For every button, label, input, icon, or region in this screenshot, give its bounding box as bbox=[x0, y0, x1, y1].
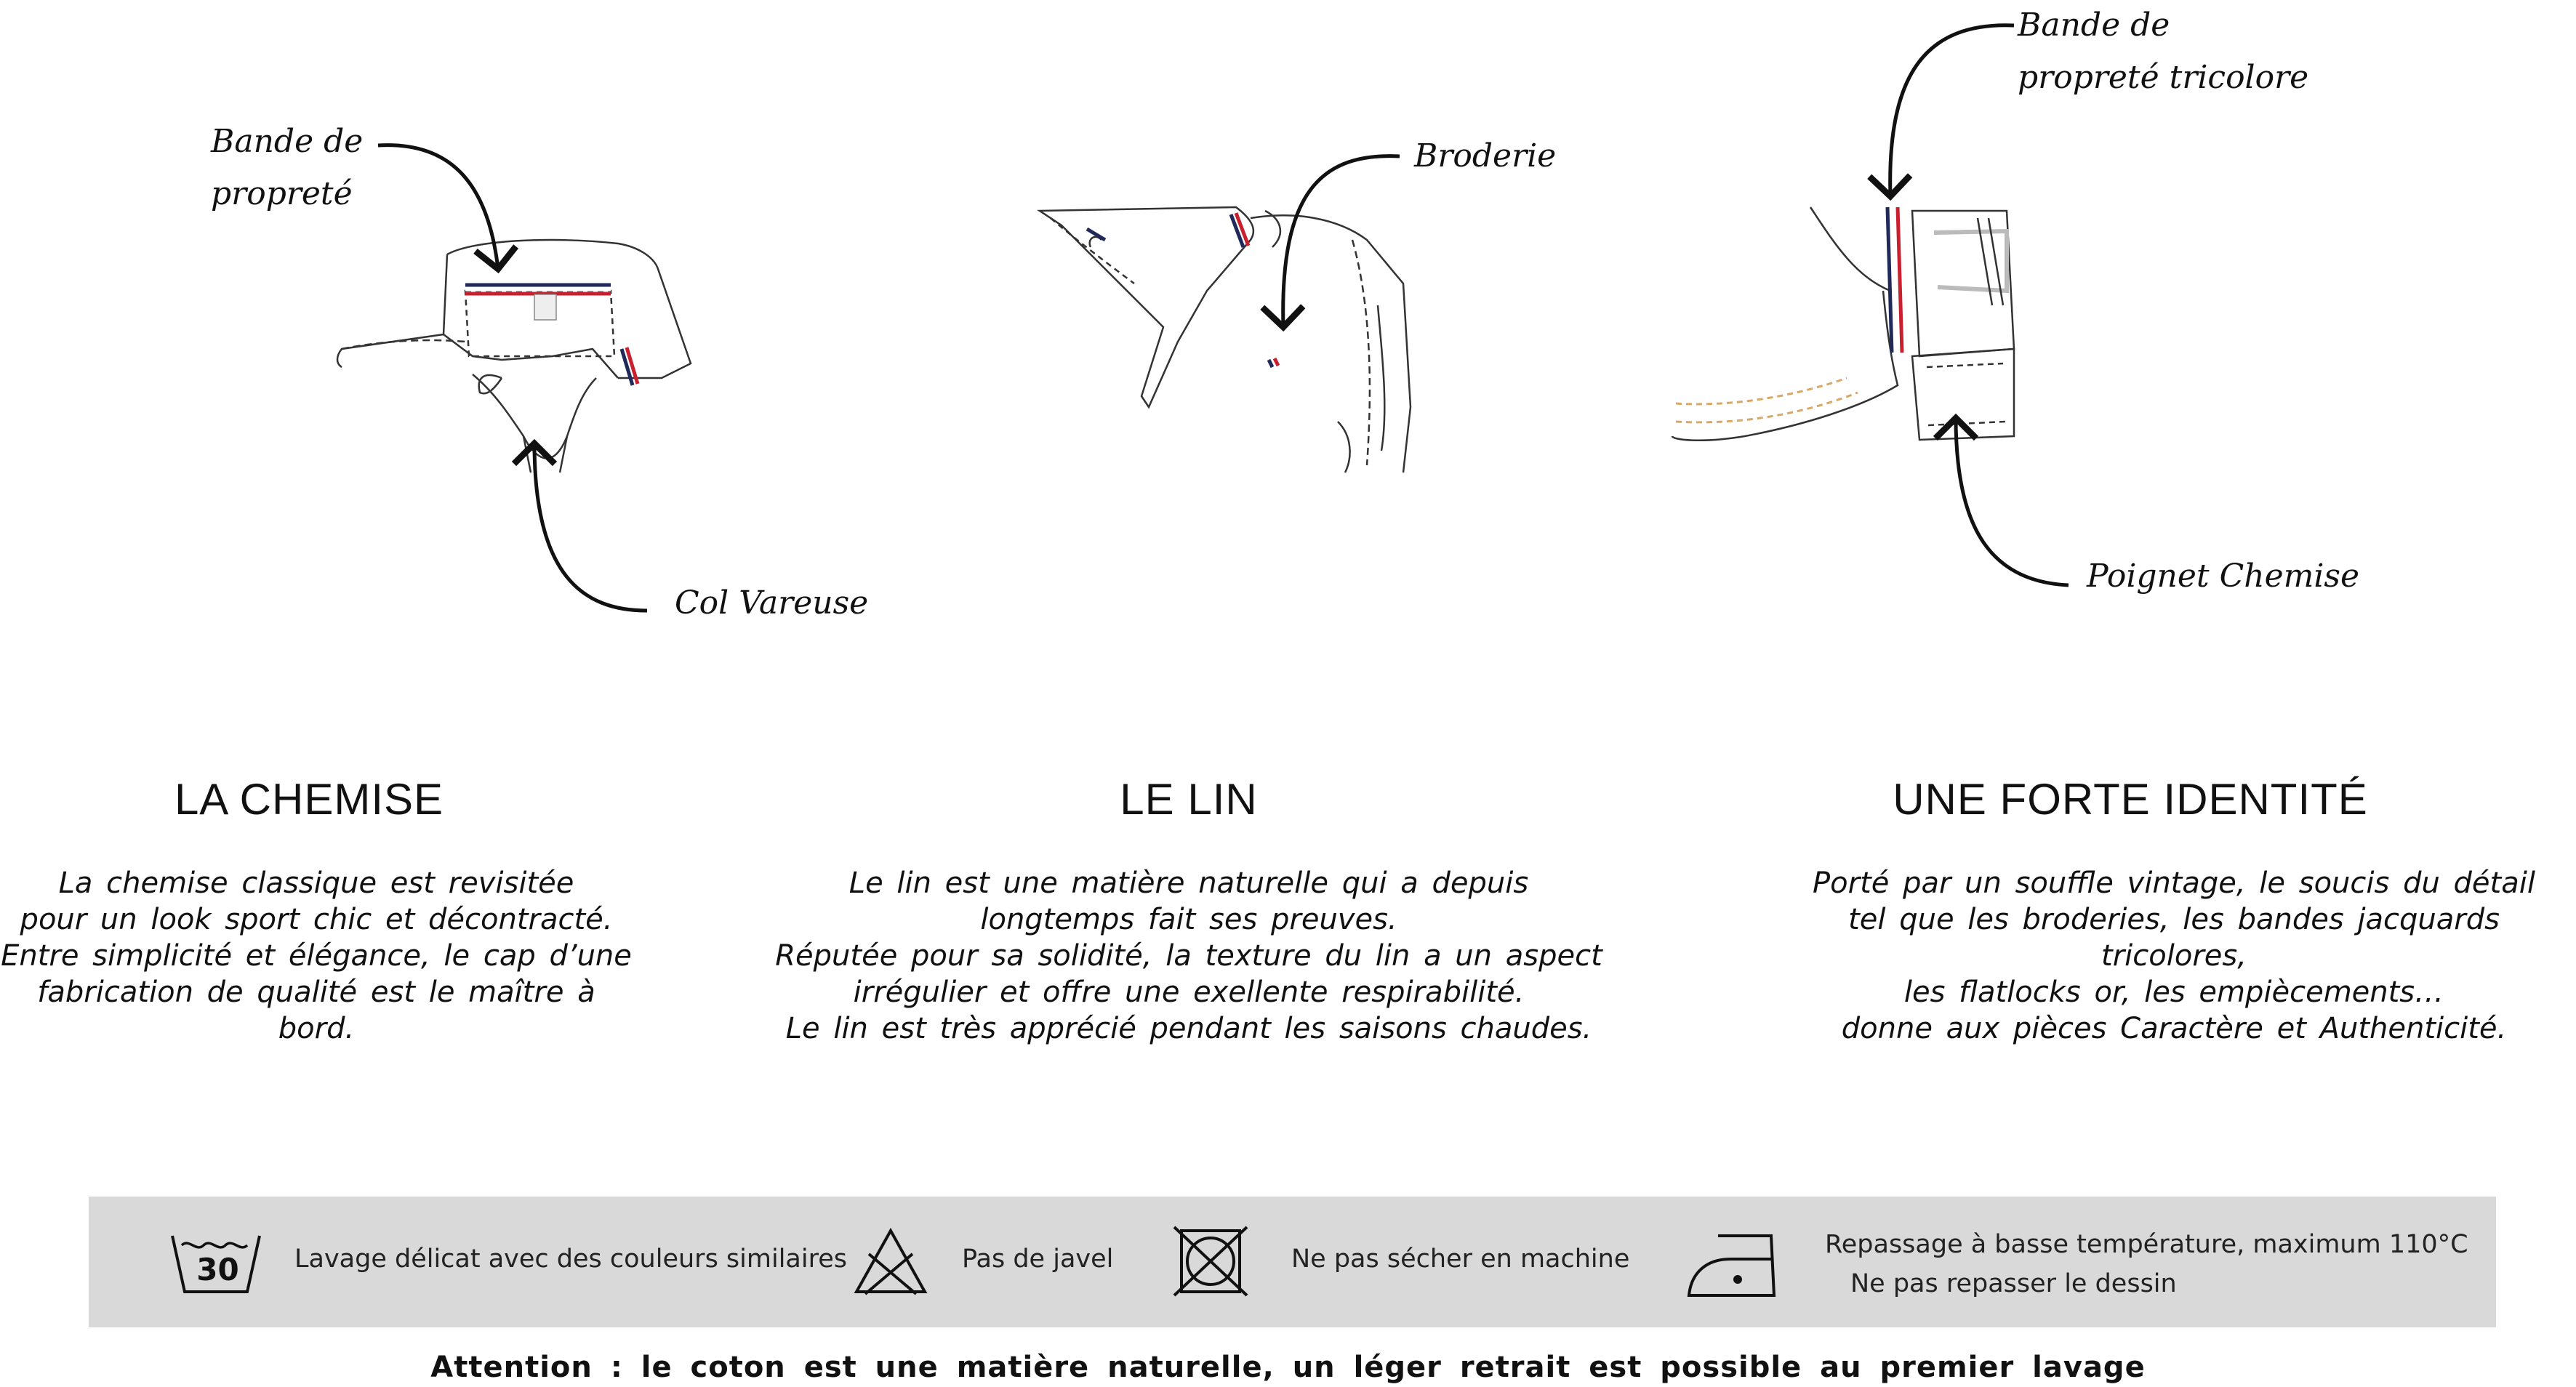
section-text-identite: Porté par un souffle vintage, le soucis du détail tel que les broderies, les bandes jacquards tricolores, les flatlocks or, les empiècements… donne aux pièces Caractère et Authenticité. bbox=[1813, 867, 2535, 1045]
no-bleach-icon bbox=[851, 1225, 931, 1298]
embroidery-tricolore bbox=[1087, 213, 1278, 367]
section-text-chemise: La chemise classique est revisitée pour un look sport chic et décontracté. Entre simplicité et élégance, le cap d’une fabrication de qualité est le maître à bord. bbox=[1, 867, 632, 1045]
callout-bande-tricolore-line2: propreté tricolore bbox=[2018, 59, 2309, 96]
collar-illustration bbox=[337, 240, 691, 473]
arrow-poignet bbox=[1956, 418, 2069, 585]
section-title-chemise: LA CHEMISE bbox=[174, 775, 444, 824]
callout-bande-proprete-line1: Bande de bbox=[211, 123, 364, 160]
care-label-iron: Repassage à basse température, maximum 110°C bbox=[1825, 1230, 2468, 1259]
iron-low-icon bbox=[1685, 1229, 1780, 1301]
arrow-broderie bbox=[1283, 156, 1400, 327]
callout-broderie: Broderie bbox=[1414, 137, 1557, 174]
section-title-identite: UNE FORTE IDENTITÉ bbox=[1893, 775, 2368, 824]
callout-bande-proprete-line2: propreté bbox=[211, 175, 353, 212]
care-label-wash: Lavage délicat avec des couleurs similaires bbox=[294, 1245, 847, 1274]
care-footnote: Attention : le coton est une matière naturelle, un léger retrait est possible au premier lavage bbox=[430, 1351, 2146, 1384]
arrow-col-vareuse bbox=[534, 443, 647, 611]
care-sublabel-iron: Ne pas repasser le dessin bbox=[1850, 1269, 2177, 1298]
cuff-tricolore-band bbox=[1887, 207, 1902, 353]
arrow-bande-proprete bbox=[378, 145, 498, 269]
callout-col-vareuse: Col Vareuse bbox=[675, 584, 869, 622]
care-label-dryer: Ne pas sécher en machine bbox=[1291, 1245, 1630, 1274]
wash-temperature: 30 bbox=[196, 1252, 239, 1287]
arrow-bande-tricolore bbox=[1890, 25, 2014, 196]
no-tumble-dry-icon bbox=[1171, 1225, 1251, 1298]
care-label-bleach: Pas de javel bbox=[962, 1245, 1114, 1274]
callout-poignet-chemise: Poignet Chemise bbox=[2087, 558, 2360, 595]
section-title-lin: LE LIN bbox=[1120, 775, 1258, 824]
cuff-illustration bbox=[1672, 207, 2014, 441]
section-text-lin: Le lin est une matière naturelle qui a depuis longtemps fait ses preuves. Réputée pour sa solidité, la texture du lin a un aspect irrégulier et offre une exellente respirabilité. Le lin est très apprécié pendant les saisons chaudes. bbox=[775, 867, 1602, 1045]
callout-bande-tricolore-line1: Bande de bbox=[2018, 7, 2170, 44]
collar-label bbox=[534, 294, 556, 320]
embroidery-illustration bbox=[1040, 207, 1411, 473]
